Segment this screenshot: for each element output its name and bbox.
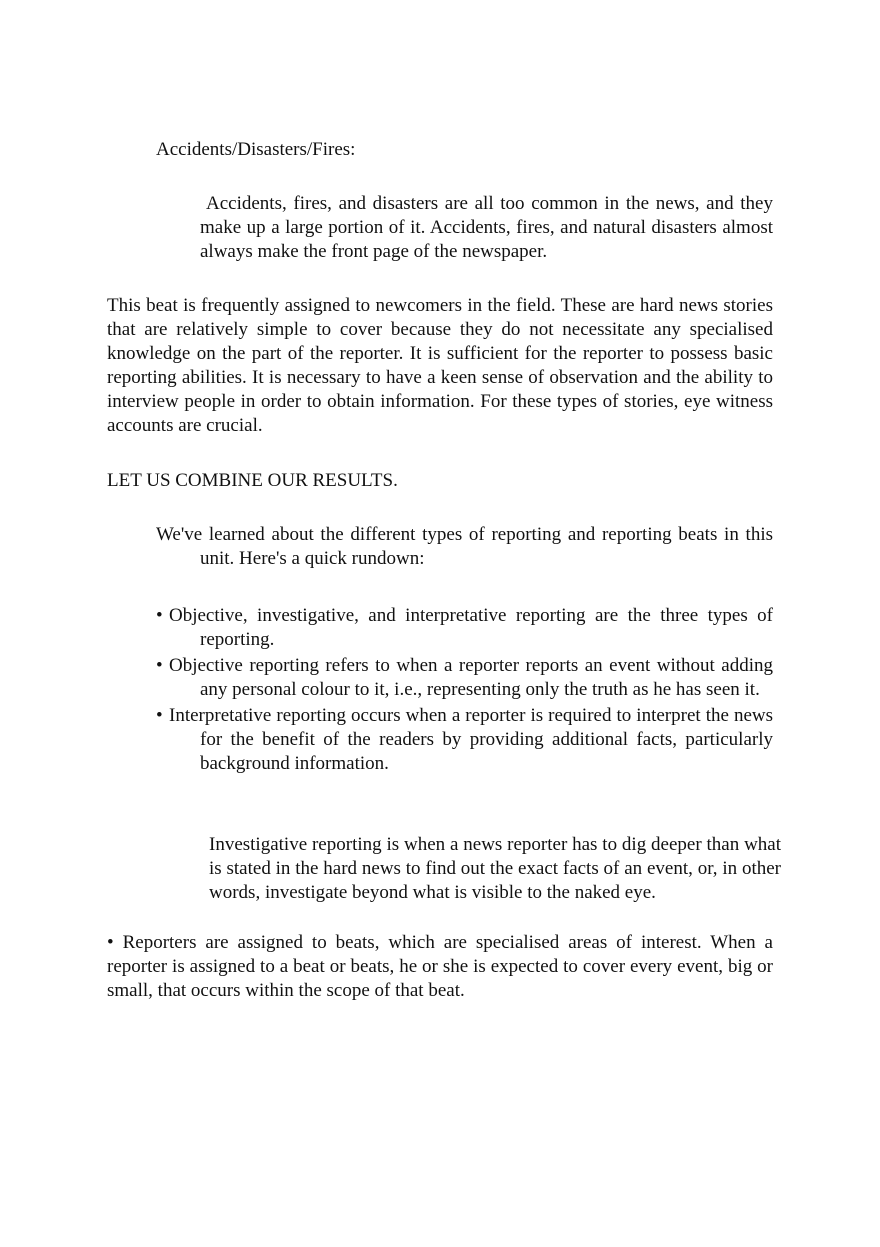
section-heading: Accidents/Disasters/Fires: — [156, 139, 356, 160]
summary-heading: LET US COMBINE OUR RESULTS. — [107, 470, 398, 491]
investigative-text: Investigative reporting is when a news reporter has to dig deeper than what is stated in the hard news to find out the exact facts of an event, or, in other words, investigate beyond what is visible to the naked eye. — [209, 834, 781, 903]
bullet-icon: • — [156, 705, 163, 726]
beats-bullet-paragraph: • Reporters are assigned to beats, which are specialised areas of interest. When a reporter is assigned to a beat or beats, he or she is expected to cover every event, big or small, that occurs within the scope of that beat. — [107, 932, 773, 1001]
list-item — [156, 604, 773, 652]
list-item-text: Objective reporting refers to when a reporter reports an event without adding any personal colour to it, i.e., representing only the truth as he has seen it. — [169, 655, 773, 700]
beat-paragraph: This beat is frequently assigned to newcomers in the field. These are hard news stories that are relatively simple to cover because they do not necessitate any specialised knowledge on the part of the reporter. It is sufficient for the reporter to possess basic reporting abilities. It is necessary to have a keen sense of observation and the ability to interview people in order to obtain information. For these types of stories, eye witness accounts are crucial. — [107, 295, 773, 436]
summary-bullet-list — [156, 604, 773, 778]
list-item-text: Objective, investigative, and interpretative reporting are the three types of reporting. — [169, 605, 773, 650]
missing-glyph-icon — [183, 833, 209, 857]
list-item-text: Interpretative reporting occurs when a reporter is required to interpret the news for the benefit of the readers by providing additional facts, particularly background information. — [169, 705, 773, 774]
intro-paragraph: Accidents, fires, and disasters are all too common in the news, and they make up a large portion of it. Accidents, fires, and natural disasters almost always make the front page of the newspaper. — [200, 193, 773, 262]
list-item — [156, 654, 773, 702]
bullet-icon: • — [156, 655, 163, 676]
summary-intro: We've learned about the different types of reporting and reporting beats in this unit. Here's a quick rundown: — [156, 524, 773, 569]
bullet-icon: • — [156, 605, 163, 626]
investigative-bullet — [183, 833, 781, 905]
list-item — [156, 704, 773, 776]
